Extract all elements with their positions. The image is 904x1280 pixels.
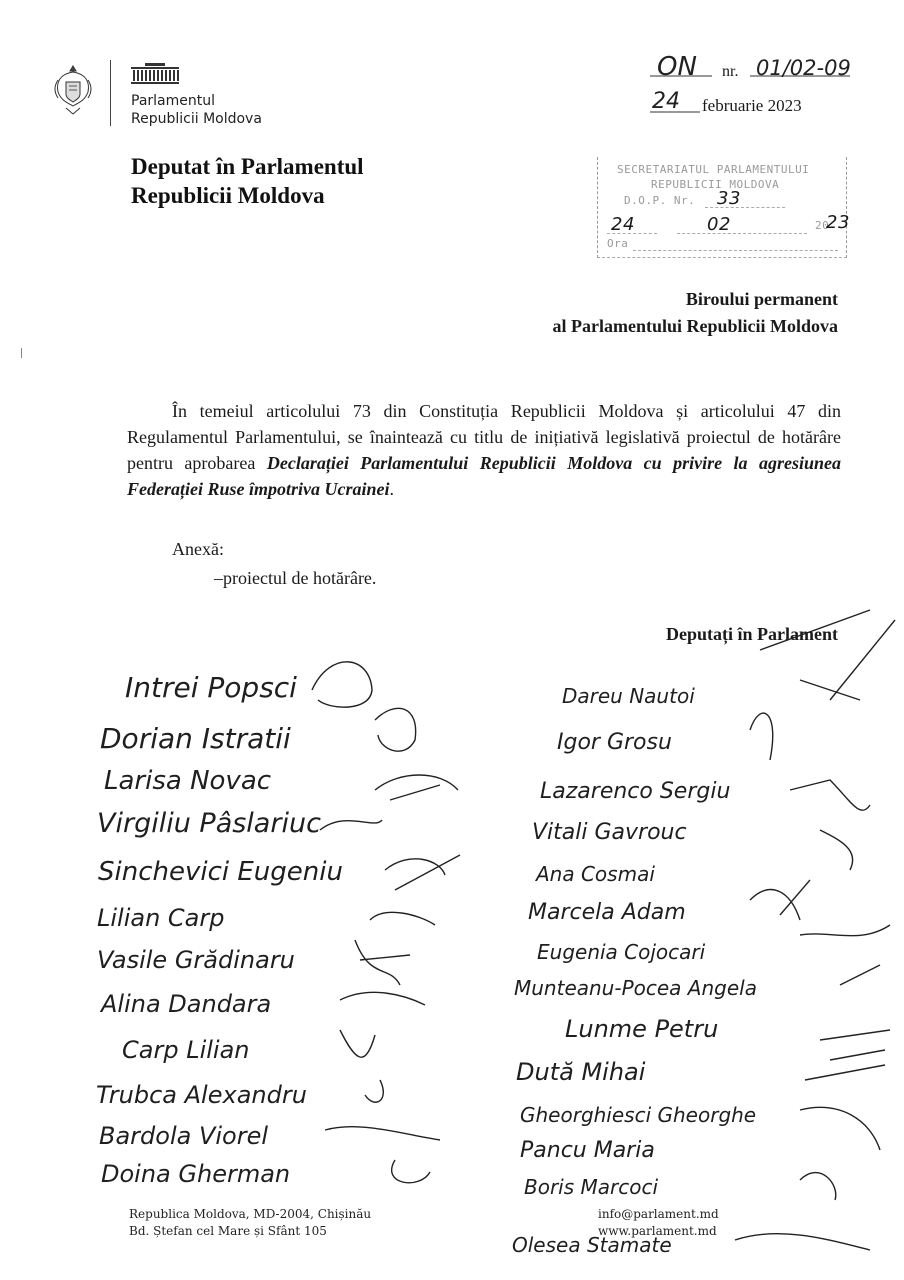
stamp-day-line xyxy=(607,233,657,234)
footer-address xyxy=(129,1206,371,1240)
document-title xyxy=(131,152,364,210)
stamp-line2: REPUBLICII MOLDOVA xyxy=(651,178,780,191)
signature-right-9: Lunme Petru xyxy=(565,1015,719,1043)
institution-line2: Republicii Moldova xyxy=(131,111,262,127)
stamp-ora-line xyxy=(633,250,838,251)
moldova-coat-of-arms-icon xyxy=(52,62,94,118)
footer-contacts xyxy=(598,1206,719,1240)
registration-prefix: ON xyxy=(657,52,697,82)
signature-left-2: Dorian Istratii xyxy=(100,722,291,755)
addressee-line2: al Parlamentului Republicii Moldova xyxy=(552,316,838,336)
registration-day: 24 xyxy=(652,89,680,114)
signatures-heading: Deputați în Parlament xyxy=(666,624,838,644)
signature-right-12: Pancu Maria xyxy=(520,1138,655,1163)
footer-address-line1: Republica Moldova, MD-2004, Chișinău xyxy=(129,1207,372,1221)
signature-left-1: Intrei Popsci xyxy=(125,671,297,704)
stamp-year-prefix: 20 xyxy=(815,219,830,232)
stamp-day: 24 xyxy=(611,214,635,235)
signature-left-4: Virgiliu Pâslariuc xyxy=(97,808,321,839)
addressee-block xyxy=(552,286,838,340)
signature-right-6: Marcela Adam xyxy=(528,900,686,925)
stamp-dop-value: 33 xyxy=(717,188,741,209)
signature-left-8: Alina Dandara xyxy=(101,990,272,1018)
registration-nr-value: 01/02-09 xyxy=(756,56,851,80)
signature-right-14: Olesea Stamate xyxy=(512,1233,672,1257)
signature-left-3: Larisa Novac xyxy=(104,766,272,796)
margin-mark xyxy=(21,348,22,358)
signature-right-4: Vitali Gavrouc xyxy=(532,820,687,845)
header-divider xyxy=(110,60,111,126)
stamp-month-line xyxy=(677,233,807,234)
body-text-main: În temeiul articolului 73 din Constituția Republicii Moldova și articolului 47 din Regulamentul Parlamentului, se înaintează cu titlu de inițiativă legislativă proiectul de hotărâre pentru aprobarea xyxy=(127,401,841,473)
institution-name xyxy=(131,92,262,128)
stamp-month: 02 xyxy=(707,214,731,235)
registration-nr-label: nr. xyxy=(722,63,739,80)
annex-item: –proiectul de hotărâre. xyxy=(214,568,377,588)
signature-right-3: Lazarenco Sergiu xyxy=(540,779,731,804)
signature-right-5: Ana Cosmai xyxy=(536,862,655,886)
footer-email[interactable]: info@parlament.md xyxy=(598,1207,719,1221)
stamp-year-hand: 23 xyxy=(826,212,850,233)
stamp-line1: SECRETARIATUL PARLAMENTULUI xyxy=(617,163,810,176)
signature-right-10: Dută Mihai xyxy=(516,1058,646,1086)
signature-left-11: Bardola Viorel xyxy=(99,1122,269,1150)
signature-left-10: Trubca Alexandru xyxy=(96,1081,307,1109)
signature-left-5: Sinchevici Eugeniu xyxy=(98,857,343,887)
title-line1: Deputat în Parlamentul xyxy=(131,154,364,179)
stamp-dop-label: D.O.P. Nr. xyxy=(624,194,696,207)
signature-left-9: Carp Lilian xyxy=(122,1036,250,1064)
annex-label: Anexă: xyxy=(172,539,224,559)
title-line2: Republicii Moldova xyxy=(131,183,325,208)
signature-right-13: Boris Marcoci xyxy=(524,1175,659,1199)
signature-right-1: Dareu Nautoi xyxy=(562,684,695,708)
addressee-line1: Biroului permanent xyxy=(685,289,838,309)
stamp-ora-label: Ora xyxy=(607,237,629,250)
body-paragraph xyxy=(127,398,841,502)
registration-date: februarie 2023 xyxy=(702,96,802,115)
body-text-end: . xyxy=(389,479,394,499)
footer-web[interactable]: www.parlament.md xyxy=(598,1224,717,1238)
signature-right-11: Gheorghiesci Gheorghe xyxy=(520,1103,757,1127)
signature-right-2: Igor Grosu xyxy=(557,730,672,755)
institution-line1: Parlamentul xyxy=(131,93,215,109)
signature-right-8: Munteanu-Pocea Angela xyxy=(514,976,757,1000)
secretariat-stamp xyxy=(597,157,850,259)
signature-left-12: Doina Gherman xyxy=(101,1160,291,1188)
footer-address-line2: Bd. Ștefan cel Mare și Sfânt 105 xyxy=(129,1224,327,1238)
signature-left-6: Lilian Carp xyxy=(97,904,225,932)
signature-left-7: Vasile Grădinaru xyxy=(97,946,295,974)
signature-right-7: Eugenia Cojocari xyxy=(537,940,706,964)
parliament-building-icon xyxy=(131,63,179,85)
body-text-title: Declarației Parlamentului Republicii Moldova cu privire la agresiunea Federației Ruse împotriva Ucrainei xyxy=(127,453,842,499)
